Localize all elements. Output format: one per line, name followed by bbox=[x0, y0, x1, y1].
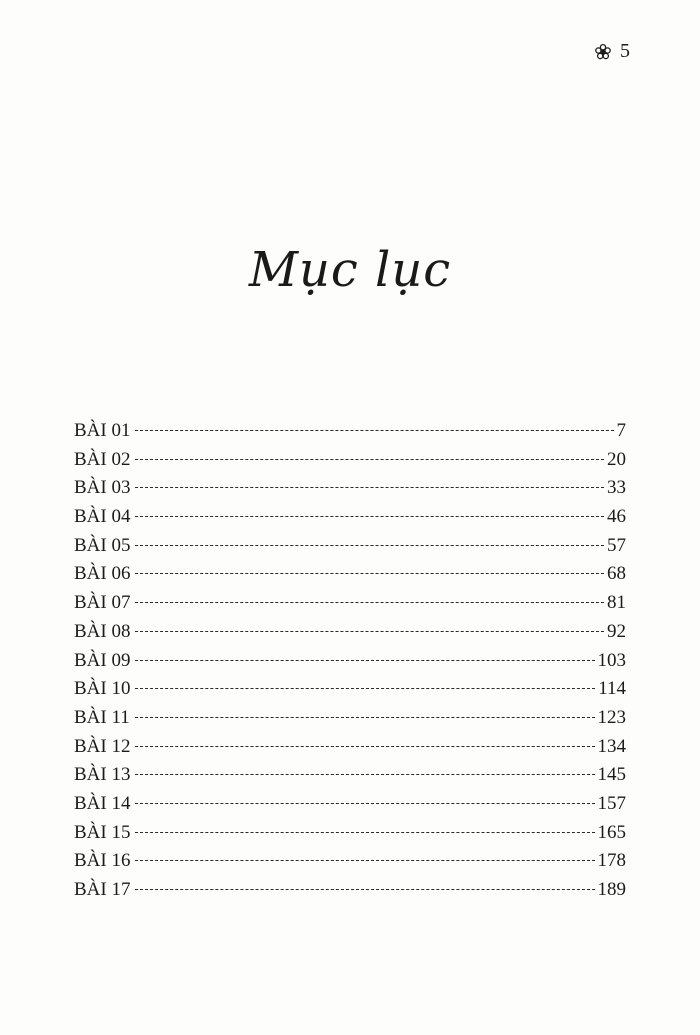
toc-entry bbox=[74, 592, 626, 621]
toc-entry bbox=[74, 535, 626, 564]
toc-entry bbox=[74, 850, 626, 879]
toc-leader-line bbox=[135, 459, 604, 460]
toc-leader-line bbox=[135, 487, 604, 488]
toc-entry-label: BÀI 03 bbox=[74, 477, 131, 499]
toc-entry-label: BÀI 15 bbox=[74, 821, 131, 843]
toc-leader-line bbox=[135, 832, 594, 833]
toc-entry bbox=[74, 707, 626, 736]
toc-entry bbox=[74, 477, 626, 506]
toc-entry-page: 114 bbox=[598, 678, 626, 700]
toc-entry bbox=[74, 563, 626, 592]
toc-entry-label: BÀI 06 bbox=[74, 563, 131, 585]
toc-leader-line bbox=[135, 889, 594, 890]
toc-leader-line bbox=[135, 746, 594, 747]
toc-leader-line bbox=[135, 430, 613, 431]
toc-entry-label: BÀI 04 bbox=[74, 506, 131, 528]
toc-entry bbox=[74, 506, 626, 535]
toc-entry-label: BÀI 12 bbox=[74, 735, 131, 757]
toc-entry bbox=[74, 822, 626, 851]
toc-entry bbox=[74, 736, 626, 765]
toc-entry-label: BÀI 05 bbox=[74, 534, 131, 556]
toc-entry-label: BÀI 13 bbox=[74, 764, 131, 786]
toc-entry bbox=[74, 793, 626, 822]
toc-entry-page: 46 bbox=[607, 506, 626, 528]
page-number: 5 bbox=[620, 40, 630, 62]
flower-icon bbox=[594, 43, 612, 61]
toc-entry-label: BÀI 11 bbox=[74, 706, 130, 728]
toc-entry-page: 178 bbox=[597, 850, 626, 872]
toc-entry-page: 189 bbox=[597, 879, 626, 900]
toc-entry bbox=[74, 764, 626, 793]
page-title: Mục lục bbox=[248, 242, 452, 298]
toc-leader-line bbox=[135, 774, 594, 775]
toc-entry-page: 68 bbox=[607, 563, 626, 585]
toc-entry-label: BÀI 16 bbox=[74, 850, 131, 872]
toc-entry bbox=[74, 678, 626, 707]
toc-entry bbox=[74, 650, 626, 679]
toc-entry-page: 134 bbox=[597, 735, 626, 757]
toc-entry-label: BÀI 14 bbox=[74, 792, 131, 814]
toc-entry-label: BÀI 17 bbox=[74, 879, 131, 900]
toc-entry-page: 123 bbox=[597, 706, 626, 728]
toc-entry-label: BÀI 01 bbox=[74, 420, 131, 441]
page-header bbox=[594, 40, 630, 63]
toc-entry bbox=[74, 420, 626, 449]
toc-entry-page: 33 bbox=[607, 477, 626, 499]
toc-entry-page: 57 bbox=[607, 534, 626, 556]
toc-entry bbox=[74, 621, 626, 650]
toc-entry bbox=[74, 449, 626, 478]
toc-entry-label: BÀI 08 bbox=[74, 620, 131, 642]
toc-leader-line bbox=[135, 545, 604, 546]
toc-entry-page: 145 bbox=[597, 764, 626, 786]
toc-leader-line bbox=[135, 803, 594, 804]
toc-entry-page: 165 bbox=[597, 821, 626, 843]
toc-leader-line bbox=[135, 717, 595, 718]
toc-entry-label: BÀI 09 bbox=[74, 649, 131, 671]
toc-entry-page: 7 bbox=[616, 420, 626, 441]
toc-entry-label: BÀI 02 bbox=[74, 448, 131, 470]
toc-entry-label: BÀI 10 bbox=[74, 678, 131, 700]
toc-leader-line bbox=[135, 516, 604, 517]
toc-leader-line bbox=[135, 860, 594, 861]
toc-leader-line bbox=[135, 660, 594, 661]
toc-entry bbox=[74, 879, 626, 908]
toc-entry-label: BÀI 07 bbox=[74, 592, 131, 614]
toc-leader-line bbox=[135, 602, 604, 603]
toc-entry-page: 103 bbox=[597, 649, 626, 671]
toc-entry-page: 20 bbox=[607, 448, 626, 470]
toc-leader-line bbox=[135, 573, 604, 574]
toc-leader-line bbox=[135, 688, 595, 689]
table-of-contents bbox=[74, 420, 626, 908]
toc-entry-page: 157 bbox=[597, 792, 626, 814]
toc-entry-page: 81 bbox=[607, 592, 626, 614]
toc-leader-line bbox=[135, 631, 604, 632]
toc-entry-page: 92 bbox=[607, 620, 626, 642]
